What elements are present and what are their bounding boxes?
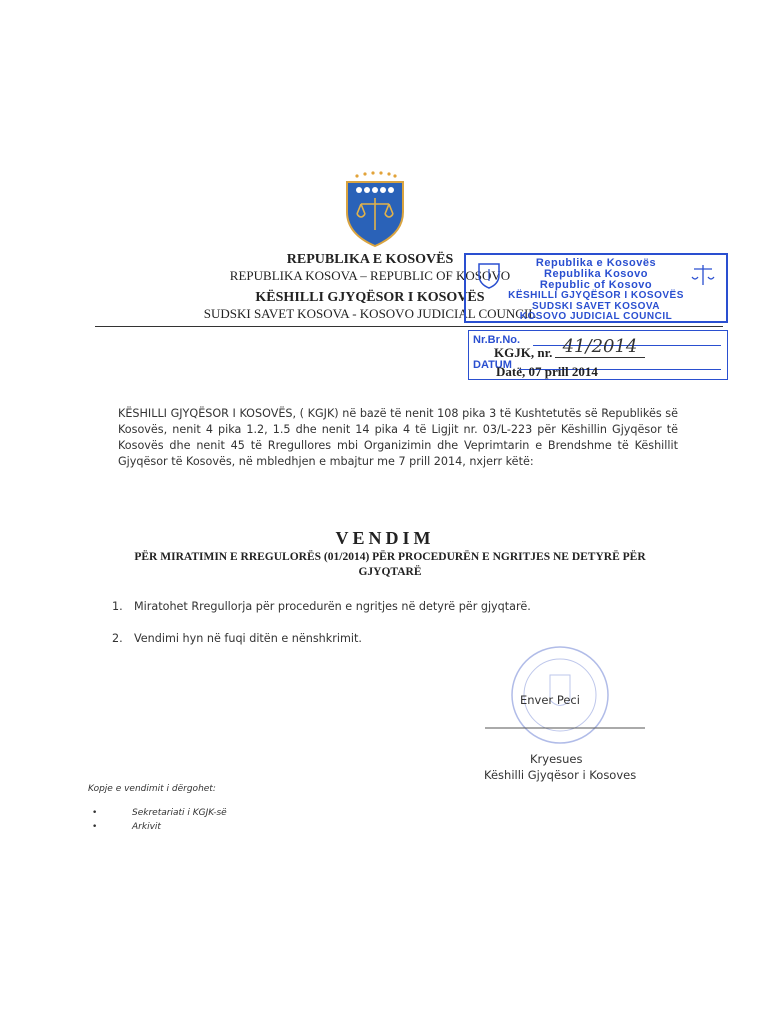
- signer-name: Enver Peci: [520, 693, 580, 707]
- list-item: [92, 808, 227, 822]
- distribution-heading: Kopje e vendimit i dërgohet:: [88, 784, 216, 794]
- decision-item-text: Vendimi hyn në fuqi ditën e nënshkrimit.: [134, 632, 362, 645]
- bullet-icon: •: [92, 822, 98, 832]
- list-item: [92, 822, 227, 836]
- header-divider: [95, 326, 723, 327]
- decision-item-number: 1.: [112, 600, 123, 613]
- kgjk-label: KGJK, nr.: [494, 345, 553, 360]
- kosovo-emblem-icon: [335, 168, 415, 248]
- decision-title: VENDIM: [335, 528, 435, 548]
- recipient-label: Sekretariati i KGJK-së: [132, 808, 227, 818]
- distribution-list: [92, 808, 227, 836]
- preamble-paragraph: KËSHILLI GJYQËSOR I KOSOVËS, ( KGJK) në bazë të nenit 108 pika 3 të Kushtetutës së Republikës së Kosovës, nenit 4 pika 1.2, 1.5 dhe nenit 14 pika 4 të Ligjit nr. 03/L-223 për Këshillin Gjyqësor të Kosovës dhe nenit 45 të Rregullores mbi Organizimin dhe Veprimtarin e Brendshme të Këshillit Gjyqësor të Kosovës, në mbledhjen e mbajtur me 7 prill 2014, nxjerr këtë:: [118, 407, 678, 468]
- stamp-line-3: Republic of Kosovo: [539, 279, 653, 291]
- registry-date-label: DATUM: [473, 359, 512, 371]
- decision-date: Datë, 07 prill 2014: [496, 364, 598, 379]
- header-council-title: KËSHILLI GJYQËSOR I KOSOVËS: [255, 290, 485, 305]
- stamp-line-5: SUDSKI SAVET KOSOVA: [531, 301, 661, 312]
- kgjk-number: 41/2014: [555, 336, 645, 358]
- signer-organization: Këshilli Gjyqësor i Kosoves: [484, 768, 637, 782]
- decision-item: [112, 632, 362, 645]
- stamp-line-1: Republika e Kosovës: [535, 257, 657, 269]
- council-stamp: [464, 253, 728, 323]
- stamp-line-6: KOSOVO JUDICIAL COUNCIL: [519, 311, 673, 322]
- decision-item-number: 2.: [112, 632, 123, 645]
- signature-stroke: [485, 727, 645, 729]
- stamp-line-4: KËSHILLI GJYQËSOR I KOSOVËS: [508, 290, 684, 301]
- decision-item-text: Miratohet Rregullorja për procedurën e ngritjes në detyrë për gjyqtarë.: [134, 600, 531, 613]
- decision-item: [112, 600, 531, 613]
- stamp-line-2: Republika Kosovo: [544, 268, 648, 280]
- header-council-subtitle: SUDSKI SAVET KOSOVA - KOSOVO JUDICIAL COUNCIL: [203, 306, 537, 321]
- recipient-label: Arkivit: [132, 822, 161, 832]
- bullet-icon: •: [92, 808, 98, 818]
- decision-subtitle: PËR MIRATIMIN E RREGULORËS (01/2014) PËR PROCEDURËN E NGRITJES NE DETYRË PËR GJYQTARË: [134, 551, 646, 578]
- registry-number-label: Nr.Br.No.: [473, 334, 521, 346]
- signer-role: Kryesues: [530, 752, 583, 766]
- header-republic-subtitle: REPUBLIKA KOSOVA – REPUBLIC OF KOSOVO: [229, 268, 511, 283]
- header-republic-title: REPUBLIKA E KOSOVËS: [286, 252, 454, 267]
